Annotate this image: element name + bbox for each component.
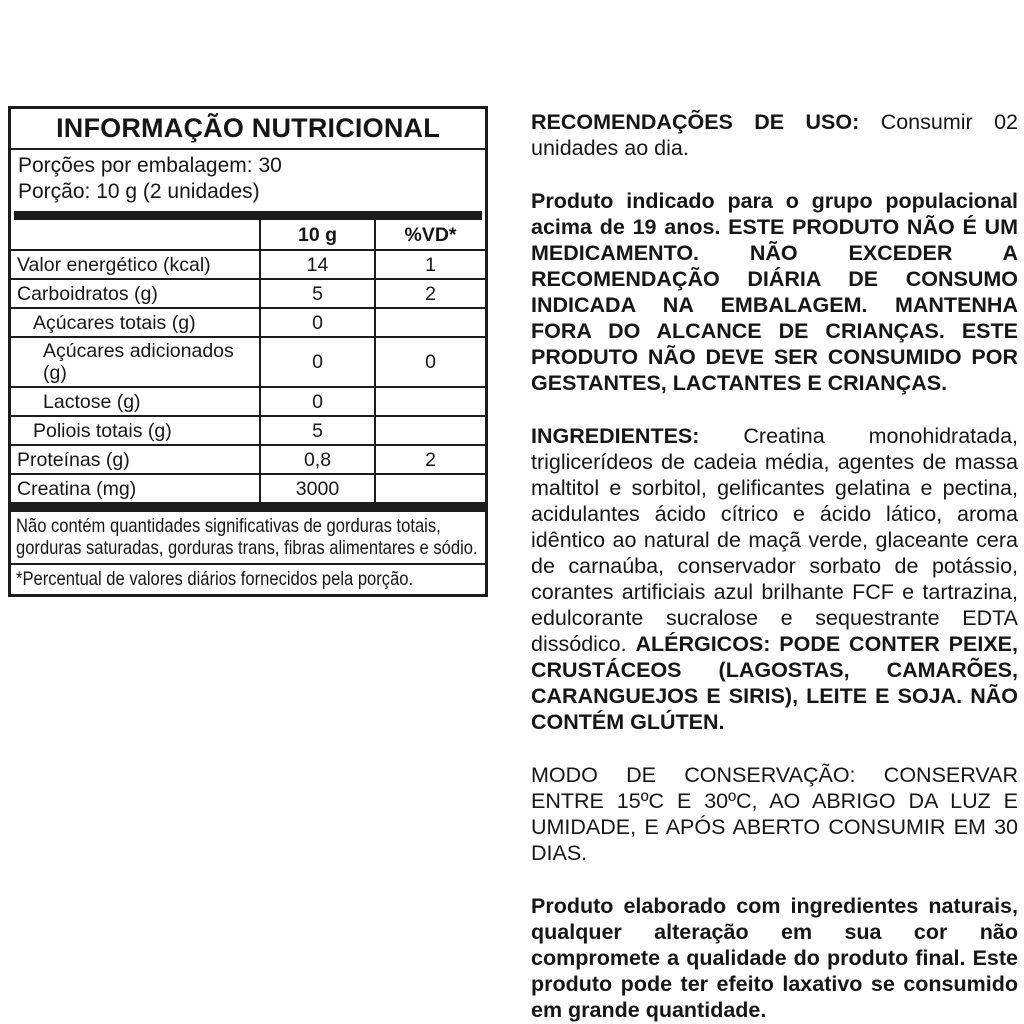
- table-row-acucares-adicionados: [11, 338, 485, 388]
- table-row-poliois: [11, 417, 485, 446]
- usage-recommendations-paragraph: [531, 109, 1018, 161]
- usage-recommendations-label: RECOMENDAÇÕES DE USO:: [531, 110, 860, 134]
- serving-info: [11, 150, 485, 211]
- nutrient-dv: 1: [425, 253, 436, 276]
- storage-paragraph: MODO DE CONSERVAÇÃO: CONSERVAR ENTRE 15ºC E 30ºC, AO ABRIGO DA LUZ E UMIDADE, E APÓS ABERTO CONSUMIR EM 30 DIAS.: [531, 763, 1018, 865]
- nutrient-dv: [376, 429, 485, 433]
- nutrient-amount: 5: [259, 417, 376, 444]
- nutrient-amount: 0: [259, 309, 376, 336]
- table-row-carboidratos: [11, 280, 485, 309]
- nutrient-dv: 0: [425, 351, 436, 373]
- nutrient-dv: 2: [425, 448, 436, 471]
- thick-divider-top: [14, 211, 482, 220]
- table-row-acucares-totais: [11, 309, 485, 338]
- table-row-energia: [11, 251, 485, 280]
- nutrient-amount: 0,8: [259, 446, 376, 473]
- table-row-lactose: [11, 388, 485, 417]
- label-text-column: [531, 109, 1018, 1024]
- usage-recommendations-text: Consumir 02 unidades ao dia.: [531, 110, 1018, 160]
- column-header-amount: 10 g: [259, 220, 376, 249]
- nutrient-label: Lactose (g): [43, 390, 141, 413]
- nutrient-label: Valor energético (kcal): [17, 253, 211, 276]
- nutrient-amount: 5: [259, 280, 376, 307]
- table-footnotes: [11, 504, 485, 594]
- nutrient-label: Carboidratos (g): [17, 282, 158, 305]
- column-header-dv: %VD*: [404, 223, 457, 246]
- nutrient-dv: [376, 400, 485, 404]
- nutrient-amount: 14: [259, 251, 376, 278]
- nutrient-label: Açúcares adicionados (g): [43, 340, 234, 384]
- nutrient-amount: 0: [259, 388, 376, 415]
- table-row-proteinas: [11, 446, 485, 475]
- nutrient-dv: [376, 321, 485, 325]
- nutrition-table-title: INFORMAÇÃO NUTRICIONAL: [11, 109, 485, 150]
- warning-paragraph: Produto indicado para o grupo populacional acima de 19 anos. ESTE PRODUTO NÃO É UM MEDICAMENTO. NÃO EXCEDER A RECOMENDAÇÃO DIÁRIA DE CONSUMO INDICADA NA EMBALAGEM. MANTENHA FORA DO ALCANCE DE CRIANÇAS. ESTE PRODUTO NÃO DEVE SER CONSUMIDO POR GESTANTES, LACTANTES E CRIANÇAS.: [531, 189, 1018, 395]
- header-empty-cell: [11, 233, 259, 237]
- table-row-creatina: [11, 475, 485, 504]
- ingredients-paragraph: [531, 423, 1018, 735]
- footnote-no-significant-amounts: Não contém quantidades significativas de gorduras totais, gorduras saturadas, gorduras trans, fibras alimentares e sódio.: [11, 512, 485, 565]
- nutrient-label: Poliois totais (g): [33, 419, 172, 442]
- ingredients-text: Creatina monohidratada, triglicerídeos de cadeia média, agentes de massa maltitol e sorbitol, gelificantes gelatina e pectina, acidulantes ácido cítrico e ácido lático, aroma idêntico ao natural de maçã verde, glaceante cera de carnaúba, conservador sorbato de potássio, corantes artificiais azul brilhante FCF e tartrazina, edulcorante sucralose e sequestrante EDTA dissódico.: [531, 424, 1018, 656]
- servings-per-package: Porções por embalagem: 30: [18, 154, 282, 177]
- table-header-row: [11, 220, 485, 251]
- ingredients-label: INGREDIENTES:: [531, 424, 700, 448]
- nutrient-label: Açúcares totais (g): [33, 311, 196, 334]
- nutrient-dv: 2: [425, 282, 436, 305]
- nutrient-amount: 3000: [259, 475, 376, 502]
- nutrition-facts-table: [8, 106, 488, 597]
- nutrient-label: Proteínas (g): [17, 448, 130, 471]
- serving-size: Porção: 10 g (2 unidades): [18, 180, 260, 203]
- footnote-daily-values: *Percentual de valores diários fornecidos pela porção.: [16, 568, 414, 590]
- allergens-text: ALÉRGICOS: PODE CONTER PEIXE, CRUSTÁCEOS (LAGOSTAS, CAMARÕES, CARANGUEJOS E SIRIS), LEITE E SOJA. NÃO CONTÉM GLÚTEN.: [531, 632, 1018, 734]
- nutrient-label: Creatina (mg): [17, 477, 137, 500]
- natural-ingredients-note: Produto elaborado com ingredientes naturais, qualquer alteração em sua cor não compromete a qualidade do produto final. Este produto pode ter efeito laxativo se consumido em grande quantidade.: [531, 894, 1018, 1022]
- nutrient-amount: 0: [259, 338, 376, 386]
- nutrient-dv: [376, 487, 485, 491]
